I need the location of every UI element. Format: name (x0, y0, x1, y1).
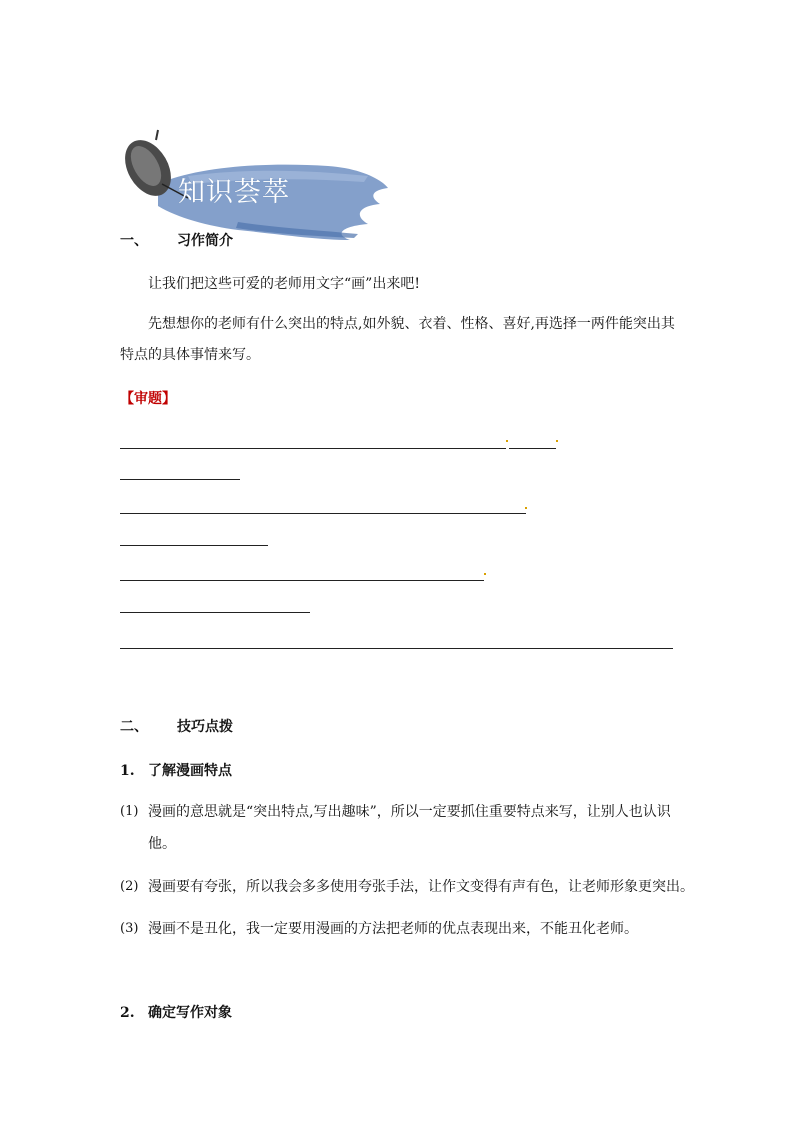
answer-line (120, 580, 484, 581)
intro-paragraph-2-line2: 特点的具体事情来写。 (120, 347, 260, 363)
answer-line (509, 448, 556, 449)
list-item-text: 漫画不是丑化，我一定要用漫画的方法把老师的优点表现出来，不能丑化老师。 (148, 921, 638, 937)
list-item-text-continued: 他。 (148, 836, 176, 852)
list-item-text: 漫画要有夸张，所以我会多多使用夸张手法，让作文变得有声有色，让老师形象更突出。 (148, 879, 694, 895)
review-label: 【审题】 (120, 391, 176, 407)
list-item-number: (1) (120, 804, 139, 819)
section2-heading: 技巧点拨 (177, 719, 233, 735)
section2-marker: 二、 (120, 719, 148, 735)
answer-line (120, 479, 240, 480)
intro-paragraph-1: 让我们把这些可爱的老师用文字“画”出来吧! (148, 276, 420, 292)
subheading-2-title: 确定写作对象 (148, 1005, 232, 1021)
banner-title: 知识荟萃 (178, 177, 290, 208)
marker-dot (525, 507, 527, 509)
list-item-text: 漫画的意思就是“突出特点,写出趣味”，所以一定要抓住重要特点来写，让别人也认识 (148, 804, 671, 820)
answer-line (120, 545, 268, 546)
section1-heading: 习作简介 (177, 233, 233, 249)
answer-line (120, 648, 673, 649)
answer-line (120, 513, 526, 514)
list-item-number: (2) (120, 879, 139, 894)
marker-dot (484, 573, 486, 575)
list-item-number: (3) (120, 921, 139, 936)
subheading-1-title: 了解漫画特点 (148, 763, 232, 779)
marker-dot (506, 440, 508, 442)
answer-line (120, 448, 506, 449)
intro-paragraph-2-line1: 先想想你的老师有什么突出的特点,如外貌、衣着、性格、喜好,再选择一两件能突出其 (148, 316, 675, 332)
section1-marker: 一、 (120, 233, 148, 249)
subheading-2-number: 2. (120, 1005, 135, 1021)
marker-dot (556, 440, 558, 442)
subheading-1-number: 1. (120, 763, 135, 779)
answer-line (120, 612, 310, 613)
